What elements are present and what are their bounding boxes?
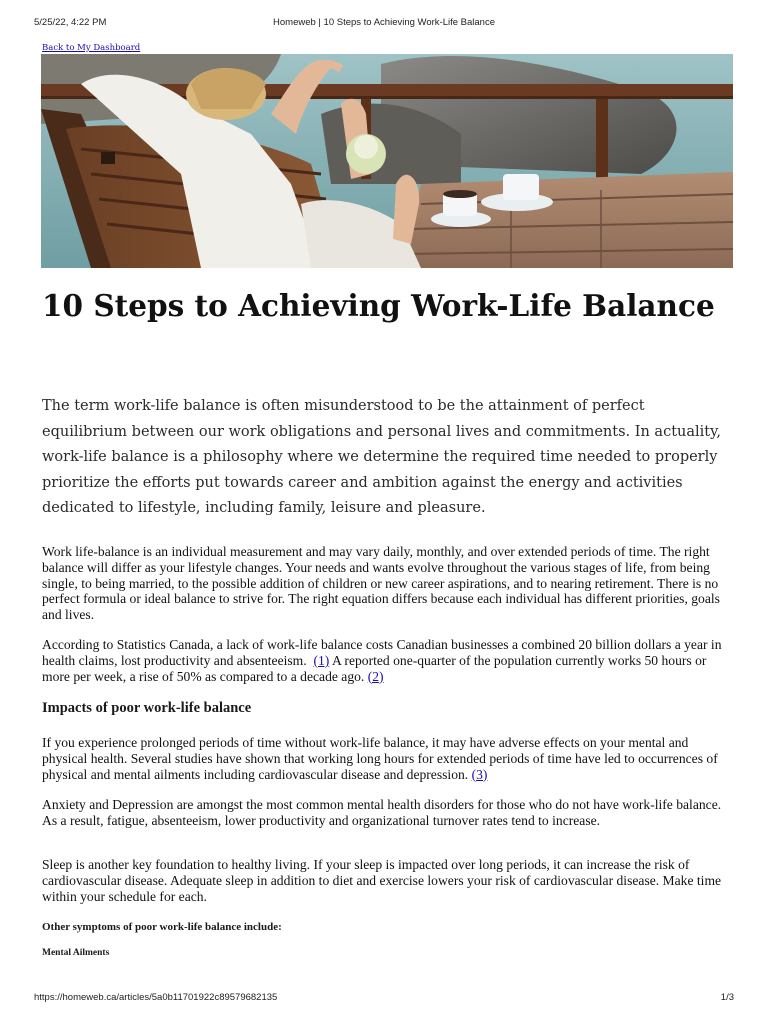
hero-image xyxy=(41,54,733,268)
paragraph-1: Work life-balance is an individual measurement and may vary daily, monthly, and over extended periods of time. The right balance will differ as your lifestyle changes. Your needs and wants evolve throughout the various stages of life, from being single, to being married, to the possible addition of children or new career aspirations, and to nearing retirement. There is no perfect formula or ideal balance to strive for. The right equation differs because each individual has different priorities, goals and lives. xyxy=(42,544,720,623)
mental-ailments-heading: Mental Ailments xyxy=(42,948,110,958)
paragraph-4: Anxiety and Depression are amongst the most common mental health disorders for those who do not have work-life balance. As a result, fatigue, absenteeism, lower productivity and organizational turnover rates tend to increase. xyxy=(42,797,722,828)
reference-link-2[interactable]: (2) xyxy=(367,668,384,684)
print-page-title: Homeweb | 10 Steps to Achieving Work-Life Balance xyxy=(273,17,495,28)
print-datetime: 5/25/22, 4:22 PM xyxy=(34,17,107,28)
paragraph-3 xyxy=(42,735,728,782)
print-url: https://homeweb.ca/articles/5a0b11701922c89579682135 xyxy=(34,992,278,1003)
symptoms-heading: Other symptoms of poor work-life balance include: xyxy=(42,921,282,933)
paragraph-3-text: If you experience prolonged periods of time without work-life balance, it may have adverse effects on your mental and physical health. Several studies have shown that working long hours for extended periods of time have led to occurrences of physical and mental ailments including cardiovascular disease and depression. xyxy=(42,735,718,782)
paragraph-2-text-a: According to Statistics Canada, a lack of work-life balance costs Canadian businesses a combined 20 billion dollars a year in health claims, lost productivity and absenteeism. xyxy=(42,637,722,668)
reference-link-1[interactable]: (1) xyxy=(313,652,330,668)
paragraph-2-text-b: A reported one-quarter of the population currently works 50 hours or more per week, a rise of 50% as compared to a decade ago. xyxy=(42,652,707,684)
article-lead: The term work-life balance is often misunderstood to be the attainment of perfect equilibrium between our work obligations and personal lives and commitments. In actuality, work-life balance is a philosophy where we determine the required time needed to properly prioritize the efforts put towards career and ambition against the energy and activities dedicated to lifestyle, including family, leisure and pleasure. xyxy=(42,398,721,516)
impacts-heading: Impacts of poor work-life balance xyxy=(42,700,252,716)
article-title: 10 Steps to Achieving Work-Life Balance xyxy=(42,288,715,323)
print-footer xyxy=(34,992,734,1006)
paragraph-2 xyxy=(42,637,728,684)
reference-link-3[interactable]: (3) xyxy=(471,766,488,782)
page-indicator: 1/3 xyxy=(720,992,734,1003)
print-header xyxy=(34,17,734,31)
back-to-dashboard-link[interactable]: Back to My Dashboard xyxy=(42,43,141,53)
paragraph-5: Sleep is another key foundation to healthy living. If your sleep is impacted over long periods, it can increase the risk of cardiovascular disease. Adequate sleep in addition to diet and exercise lowers your risk of cardiovascular disease. Make time within your schedule for each. xyxy=(42,857,722,904)
